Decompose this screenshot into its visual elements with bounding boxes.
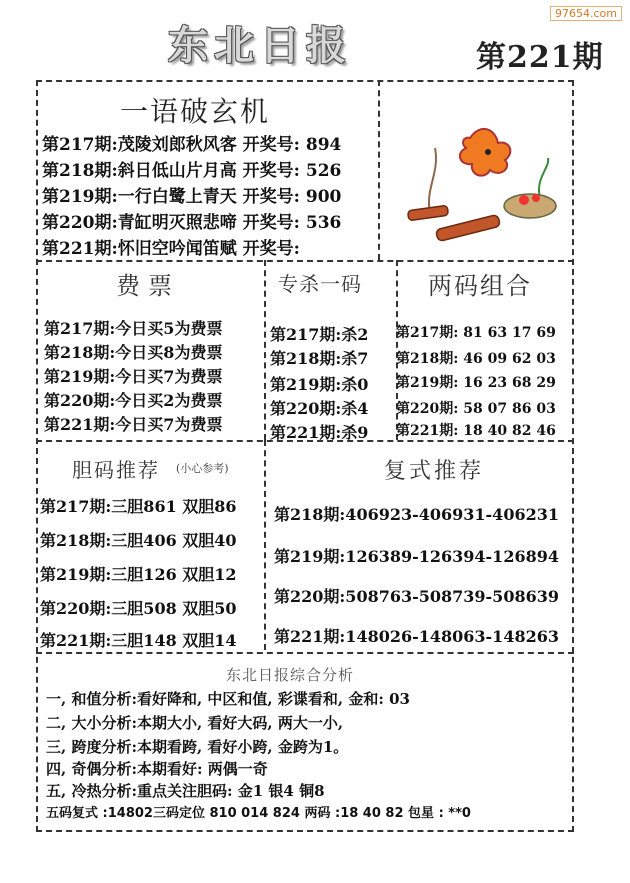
analysis-text: 本期看好: 两偶一奇: [136, 760, 268, 778]
analysis-row: [46, 712, 343, 733]
fish-illustration: [400, 118, 560, 258]
site-watermark: 97654.com: [550, 6, 622, 21]
liangma-title: 两码组合: [428, 272, 532, 300]
log-bottom: [435, 214, 500, 241]
danma-row: 第218期:三胆406 双胆40: [40, 531, 237, 550]
analysis-text: 看好降和, 中区和值, 彩谍看和, 金和: 03: [136, 690, 410, 708]
feipiao-row: 第218期:今日买8为费票: [44, 343, 223, 362]
danma-title: 胆码推荐: [72, 458, 160, 482]
liangma-row: 第221期: 18 40 82 46: [396, 423, 556, 439]
feipiao-title: 费票: [116, 272, 180, 300]
divider-v1: [378, 80, 380, 260]
yiyu-row: 第218期:斜日低山片月高 开奖号: 526: [42, 161, 342, 181]
danma-subtitle: (小心参考): [176, 462, 229, 475]
fushi-row: 第221期:148026-148063-148263: [274, 627, 559, 646]
analysis-text: 本期看跨, 看好小跨, 金跨为1。: [136, 738, 349, 756]
danma-row: 第219期:三胆126 双胆12: [40, 565, 237, 584]
analysis-row: [46, 758, 268, 779]
analysis-title: 东北日报综合分析: [226, 666, 355, 684]
divider-h3: [36, 652, 574, 654]
zhuansha-row: 第217期:杀2: [270, 325, 369, 344]
fushi-row: 第218期:406923-406931-406231: [274, 505, 559, 524]
zhuansha-title: 专杀一码: [278, 272, 362, 296]
analysis-label: 一, 和值分析:: [46, 690, 137, 708]
yiyu-row: 第220期:青缸明灭照悲啼 开奖号: 536: [42, 213, 342, 233]
analysis-label: 三, 跨度分析:: [46, 738, 137, 756]
fushi-title: 复式推荐: [384, 459, 485, 484]
analysis-bottom-row: 五码复式 :14802三码定位 810 014 824 两码 :18 40 82 包星 : **0: [46, 806, 471, 821]
feipiao-row: 第221期:今日买7为费票: [44, 415, 223, 434]
analysis-label: 二, 大小分析:: [46, 714, 137, 732]
yiyu-row: 第221期:怀旧空吟闻笛赋 开奖号:: [42, 239, 300, 259]
liangma-row: 第219期: 16 23 68 29: [396, 375, 556, 391]
danma-row: 第220期:三胆508 双胆50: [40, 599, 237, 618]
feipiao-row: 第220期:今日买2为费票: [44, 391, 223, 410]
seaweed-left: [429, 148, 436, 213]
divider-v2: [264, 260, 266, 440]
analysis-label: 四, 奇偶分析:: [46, 760, 137, 778]
analysis-row: [46, 688, 410, 709]
fushi-row: 第219期:126389-126394-126894: [274, 547, 559, 566]
analysis-row: [46, 736, 348, 757]
issue-number: 第221期: [476, 40, 604, 75]
analysis-text: 重点关注胆码: 金1 银4 铜8: [136, 782, 325, 800]
zhuansha-row: 第220期:杀4: [270, 399, 369, 418]
yiyu-row: 第217期:茂陵刘郎秋风客 开奖号: 894: [42, 135, 342, 155]
analysis-row: [46, 780, 325, 801]
seaweed-right: [539, 158, 548, 198]
newspaper-masthead: 东北日报: [168, 22, 352, 69]
zhuansha-row: 第219期:杀0: [270, 375, 369, 394]
divider-h1: [36, 260, 574, 262]
yiyu-title: 一语破玄机: [120, 95, 271, 128]
log-left: [407, 205, 448, 220]
analysis-text: 本期大小, 看好大码, 两大一小,: [136, 714, 344, 732]
liangma-row: 第218期: 46 09 62 03: [396, 351, 556, 367]
zhuansha-row: 第218期:杀7: [270, 349, 369, 368]
rock-right: [504, 194, 556, 218]
danma-row: 第221期:三胆148 双胆14: [40, 631, 237, 650]
liangma-row: 第217期: 81 63 17 69: [396, 325, 556, 341]
divider-v4: [264, 440, 266, 650]
analysis-label: 五, 冷热分析:: [46, 782, 137, 800]
zhuansha-row: 第221期:杀9: [270, 423, 369, 442]
danma-row: 第217期:三胆861 双胆86: [40, 497, 237, 516]
feipiao-row: 第219期:今日买7为费票: [44, 367, 223, 386]
feipiao-row: 第217期:今日买5为费票: [44, 319, 223, 338]
fushi-row: 第220期:508763-508739-508639: [274, 587, 559, 606]
liangma-row: 第220期: 58 07 86 03: [396, 401, 556, 417]
yiyu-row: 第219期:一行白鹭上青天 开奖号: 900: [42, 187, 342, 207]
